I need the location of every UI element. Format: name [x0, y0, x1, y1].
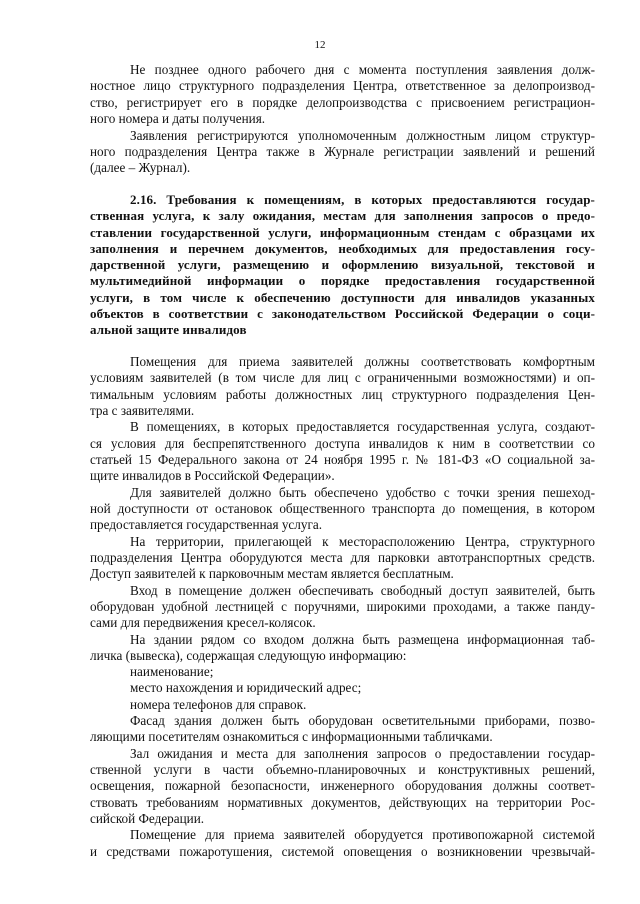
section-heading-line: ставлении государственной услуги, информационным стендам с образцами их	[90, 225, 595, 240]
text-line: сийской Федерации.	[90, 811, 205, 826]
text-line: личка (вывеска), содержащая следующую информацию:	[90, 648, 407, 663]
section-heading-line: объектов в соответствии с законодательством Российской Федерации о соци-	[90, 306, 595, 321]
text-line: ной доступности от остановок общественного транспорта до помещения, в котором	[90, 501, 595, 516]
text-line: На территории, прилегающей к месторасположению Центра, структурного	[130, 534, 595, 549]
text-line: Не позднее одного рабочего дня с момента поступления заявления долж-	[130, 62, 595, 77]
text-line: и средствами пожаротушения, системой оповещения о возникновении чрезвычай-	[90, 844, 595, 859]
text-line: номера телефонов для справок.	[130, 697, 307, 712]
text-line: Помещения для приема заявителей должны соответствовать комфортным	[130, 354, 595, 369]
text-line: ляющими посетителям ознакомиться с информационными табличками.	[90, 729, 493, 744]
text-line: (далее – Журнал).	[90, 160, 191, 175]
text-line: тимальным условиям работы должностных лиц структурного подразделения Цен-	[90, 387, 595, 402]
text-line: наименование;	[130, 664, 214, 679]
text-line: ного номера и даты получения.	[90, 111, 266, 126]
text-line: ся условия для беспрепятственного доступа инвалидов к ним в соответствии со	[90, 436, 595, 451]
text-line: Зал ожидания и места для заполнения запросов о предоставлении государ-	[130, 746, 595, 761]
text-line: сами для передвижения кресел-колясок.	[90, 615, 316, 630]
text-line: тра с заявителями.	[90, 403, 195, 418]
text-line: Заявления регистрируются уполномоченным должностным лицом структур-	[130, 128, 595, 143]
text-line: На здании рядом со входом должна быть размещена информационная таб-	[130, 632, 595, 647]
text-line: ство, регистрирует его в порядке делопроизводства с присвоением регистрацион-	[90, 95, 595, 110]
text-line: условиям заявителей (в том числе для лиц с ограниченными возможностями) и оп-	[90, 370, 595, 385]
text-line: Доступ заявителей к парковочным местам является бесплатным.	[90, 566, 454, 581]
text-line: щите инвалидов в Российской Федерации».	[90, 468, 335, 483]
text-line: ного подразделения Центра также в Журнале регистрации заявлений и решений	[90, 144, 595, 159]
text-line: предоставляется государственная услуга.	[90, 517, 323, 532]
section-heading-line: ственная услуга, к залу ожидания, местам для заполнения запросов о предо-	[90, 208, 595, 223]
text-line: В помещениях, в которых предоставляется государственная услуга, создают-	[130, 419, 595, 434]
text-line: Помещение для приема заявителей оборудуется противопожарной системой	[130, 827, 595, 842]
text-line: Для заявителей должно быть обеспечено удобство с точки зрения пешеход-	[130, 485, 595, 500]
section-heading-line: заполнения и перечнем документов, необходимых для предоставления госу-	[90, 241, 595, 256]
section-heading-line: мультимедийной информации о порядке предоставления государственной	[90, 273, 595, 288]
text-line: Вход в помещение должен обеспечивать свободный доступ заявителей, быть	[130, 583, 595, 598]
text-line: ственной услуги в части объемно-планировочных и конструктивных решений,	[90, 762, 595, 777]
section-heading-line: альной защите инвалидов	[90, 322, 247, 337]
section-heading-line: дарственной услуги, размещению и оформлению визуальной, текстовой и	[90, 257, 595, 272]
text-line: место нахождения и юридический адрес;	[130, 680, 362, 695]
section-heading-line: услуги, в том числе к обеспечению доступности для инвалидов указанных	[90, 290, 595, 305]
text-line: подразделения Центра оборудуются места для парковки автотранспортных средств.	[90, 550, 595, 565]
page-number: 12	[314, 39, 326, 51]
text-line: ствовать требованиям нормативных документов, действующих на территории Рос-	[90, 795, 595, 810]
text-line: освещения, пожарной безопасности, инженерного оборудования должны соответ-	[90, 778, 595, 793]
text-line: ностное лицо структурного подразделения Центра, ответственное за делопроизвод-	[90, 78, 595, 93]
section-heading-line: 2.16. Требования к помещениям, в которых предоставляются государ-	[130, 192, 595, 207]
text-line: статьей 15 Федерального закона от 24 ноября 1995 г. № 181-ФЗ «О социальной за-	[90, 452, 595, 467]
text-line: оборудован удобной лестницей с поручнями, широкими проходами, а также панду-	[90, 599, 595, 614]
text-line: Фасад здания должен быть оборудован осветительными приборами, позво-	[130, 713, 595, 728]
